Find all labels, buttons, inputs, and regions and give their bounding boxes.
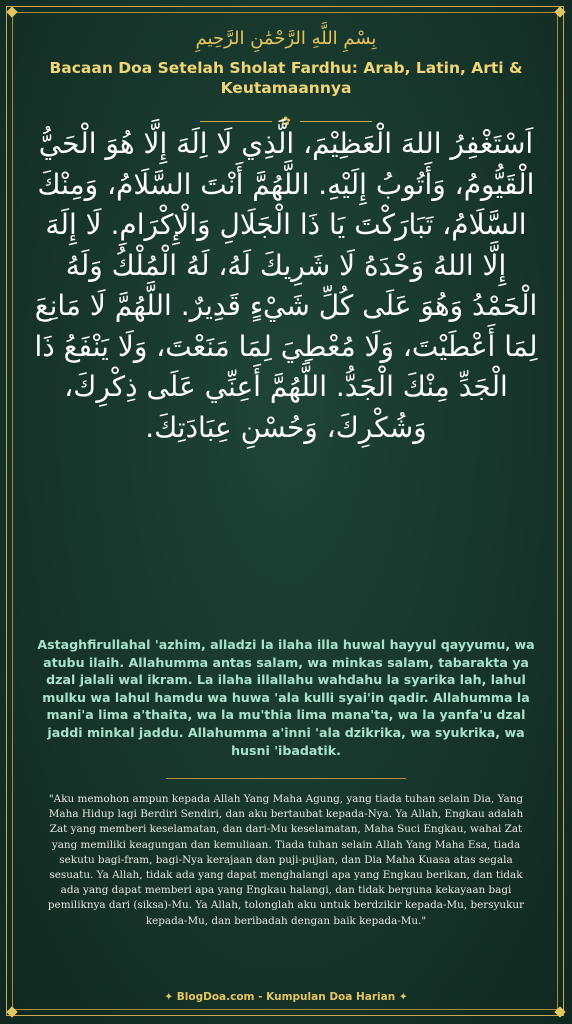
flower-ornament-icon: ✿: [280, 114, 291, 128]
translation-text: "Aku memohon ampun kepada Allah Yang Maha Agung, yang tiada tuhan selain Dia, Yang Maha Hidup lagi Berdiri Sendiri, dan aku bertaubat kepada-Nya. Ya Allah, Engkau adalah Zat yang memberi keselamatan, dan dari-Mu keselamatan, Maha Suci Engkau, wahai Zat yang memiliki keagungan dan kemuliaan. Tiada tuhan selain Allah Yang Maha Esa, tiada sekutu bagi-fram, bagi-Nya kerajaan dan puji-pujian, dan Dia Maha Kuasa atas segala sesuatu. Ya Allah, tidak ada yang dapat menghalangi apa yang Engkau berikan, dan tidak ada yang dapat memberi apa yang Engkau halangi, dan tidak berguna kekayaan bagi pemiliknya dari (siksa)-Mu. Ya Allah, tolonglah aku untuk berdzikir kepada-Mu, bersyukur kepada-Mu, dan beribadah dengan baik kepada-Mu.": [47, 793, 525, 927]
page-title: Bacaan Doa Setelah Sholat Fardhu: Arab, Latin, Arti & Keutamaannya: [49, 59, 523, 97]
arabic-prayer-text: اَسْتَغْفِرُ اللهَ الْعَظِيْمَ، الَّذِي لَا اِلَهَ إِلَّا هُوَ الْحَيُّ الْقَيُّومُ، وَأَتُوبُ إِلَيْهِ. اللَّهُمَّ أَنْتَ السَّلَامُ، وَمِنْكَ السَّلَامُ، تَبَارَكْتَ يَا ذَا الْجَلَالِ وَالْإِكْرَامِ. لَا إِلَهَ إِلَّا اللهُ وَحْدَهُ لَا شَرِيكَ لَهُ، لَهُ الْمُلْكُ وَلَهُ الْحَمْدُ وَهُوَ عَلَى كُلِّ شَيْءٍ قَدِيرٌ. اللَّهُمَّ لَا مَانِعَ لِمَا أَعْطَيْتَ، وَلَا مُعْطِيَ لِمَا مَنَعْتَ، وَلَا يَنْفَعُ ذَا الْجَدِّ مِنْكَ الْجَدُّ. اللَّهُمَّ أَعِنِّي عَلَى ذِكْرِكَ، وَشُكْرِكَ، وَحُسْنِ عِبَادَتِكَ.: [34, 127, 538, 444]
divider-line-left: [200, 121, 272, 122]
footer-credit: ✦ BlogDoa.com - Kumpulan Doa Harian ✦: [164, 991, 408, 1003]
section-separator: [166, 778, 406, 779]
divider-line-right: [300, 121, 372, 122]
latin-transliteration: Astaghfirullahal 'azhim, alladzi la ilaha illa huwal hayyul qayyumu, wa atubu ilaih. Allahumma antas salam, wa minkas salam, tabarakta ya dzal jalali wal ikram. La ilaha illallahu wahdahu la syarika lah, lahul mulku wa lahul hamdu wa huwa 'ala kulli syai'in qadir. Allahumma la mani'a lima a'thaita, wa la mu'thia lima mana'ta, wa la yanfa'u dzal jaddi minkal jaddu. Allahumma a'inni 'ala dzikrika, wa syukrika, wa husni 'ibadatik.: [37, 637, 535, 758]
bismillah-heading: بِسْمِ اللَّهِ الرَّحْمَٰنِ الرَّحِيمِ: [195, 28, 377, 49]
